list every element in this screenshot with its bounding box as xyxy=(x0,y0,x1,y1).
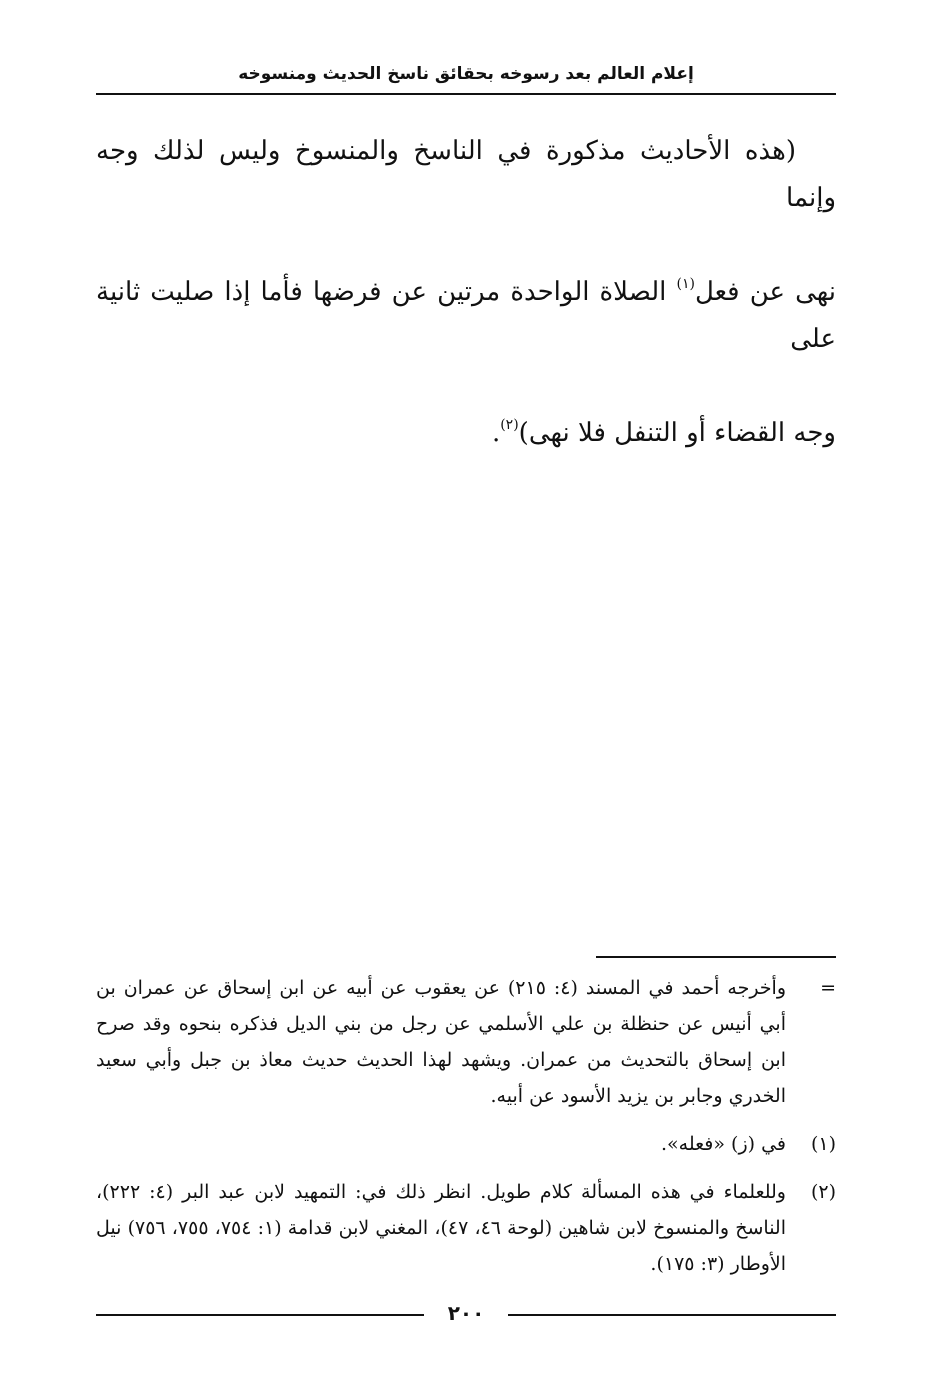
body-line-1: (هذه الأحاديث مذكورة في الناسخ والمنسوخ وليس لذلك وجه وإنما xyxy=(96,136,836,213)
body-line-2-start: نهى عن فعل xyxy=(694,277,836,307)
footnote-1-marker: (١) xyxy=(810,1133,836,1155)
body-line-2 xyxy=(96,269,836,410)
body-line-3-start: وجه القضاء أو التنفل فلا نهى) xyxy=(518,418,836,448)
header-rule xyxy=(96,93,836,95)
continuation-marker: = xyxy=(820,977,836,999)
footnotes xyxy=(96,970,836,1294)
main-text xyxy=(96,128,836,457)
footer-rule-right xyxy=(508,1314,836,1316)
footnote-2-marker: (٢) xyxy=(810,1181,836,1203)
footnote-1 xyxy=(96,1126,836,1162)
footnote-2 xyxy=(96,1174,836,1282)
footnote-ref-1: (١) xyxy=(676,276,695,292)
page-footer xyxy=(96,1298,836,1328)
footnote-2-text: وللعلماء في هذه المسألة كلام طويل. انظر ذلك في: التمهيد لابن عبد البر (٤: ٢٢٢)، الناسخ والمنسوخ لابن شاهين (لوحة ٤٦، ٤٧)، المغني لابن قدامة (١: ٧٥٤، ٧٥٥، ٧٥٦) نيل الأوطار (٣: ١٧٥). xyxy=(96,1181,787,1275)
body-line-3 xyxy=(96,410,836,457)
body-line-3-end: . xyxy=(491,418,501,448)
footer-rule-left xyxy=(96,1314,424,1316)
footnote-separator xyxy=(596,956,836,958)
continuation-text: وأخرجه أحمد في المسند (٤: ٢١٥) عن يعقوب عن أبيه عن ابن إسحاق عن عمران بن أبي أنيس عن حنظلة بن علي الأسلمي عن رجل من بني الديل فذكره بنحوه وقد صرح ابن إسحاق بالتحديث من عمران. ويشهد لهذا الحديث حديث معاذ بن جبل وأبي سعيد الخدري وجابر بن يزيد الأسود عن أبيه. xyxy=(96,977,786,1107)
body-line-2-end: الصلاة الواحدة مرتين عن فرضها فأما إذا صليت ثانية على xyxy=(96,277,836,354)
footnote-continuation xyxy=(96,970,836,1114)
page-number: ٢٠٠ xyxy=(447,1301,485,1325)
footnote-ref-2: (٢) xyxy=(500,417,519,433)
running-header: إعلام العالم بعد رسوخه بحقائق ناسخ الحديث ومنسوخه xyxy=(238,64,694,84)
footnote-1-text: في (ز) «فعله». xyxy=(660,1133,786,1155)
